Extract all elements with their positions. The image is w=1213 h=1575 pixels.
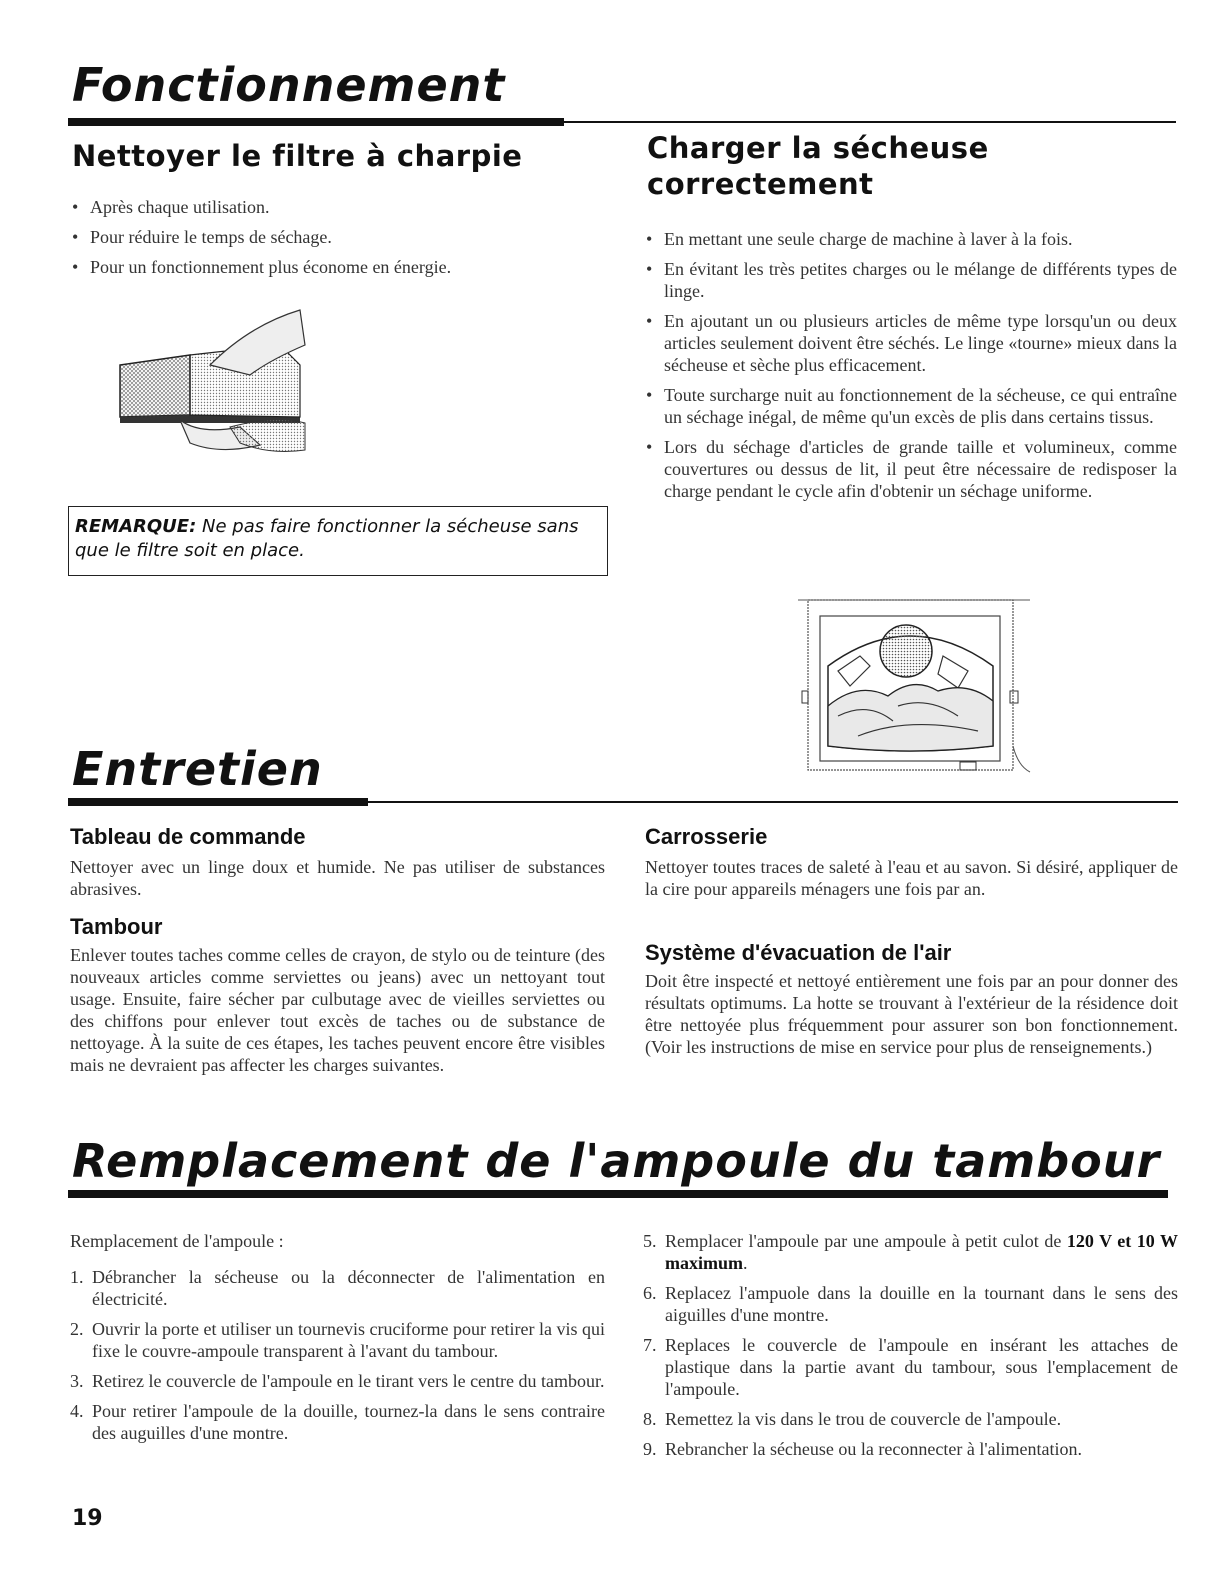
step-text: Replaces le couvercle de l'ampoule en insérant les attaches de plastique dans la partie avant du tambour, sous l'emplacement de l'ampoule. [665, 1335, 1178, 1399]
step-text: Ouvrir la porte et utiliser un tournevis cruciforme pour retirer la vis qui fixe le couvre-ampoule transparent à l'avant du tambour. [92, 1319, 605, 1361]
step-number: 8. [643, 1409, 657, 1429]
section-title-entretien: Entretien [72, 742, 323, 796]
note-box [68, 506, 608, 576]
step-text-strong: 120 V et 10 W maximum [665, 1231, 1178, 1273]
section-title-fonctionnement: Fonctionnement [72, 58, 506, 112]
bulb-step [643, 1230, 1178, 1274]
step-number: 2. [70, 1319, 84, 1339]
section-rule-thick [68, 1190, 1168, 1198]
step-text: Retirez le couvercle de l'ampoule en le tirant vers le centre du tambour. [92, 1371, 605, 1391]
loading-bullet-list [642, 228, 1177, 510]
dryer-load-illustration [798, 596, 1038, 776]
loading-heading: Charger la sécheuse correctement [647, 131, 989, 201]
step-number: 5. [643, 1231, 657, 1251]
step-text: Pour retirer l'ampoule de la douille, tournez-la dans le sens contraire des auguilles d'une montre. [92, 1401, 605, 1443]
section-rule-thick [68, 118, 564, 126]
section-rule-thick [68, 798, 368, 806]
loading-bullet: • En ajoutant un ou plusieurs articles de même type lorsqu'un ou deux articles seulement doivent être séchés. Le linge «tourne» mieux dans la sécheuse et sèche plus efficacement. [642, 310, 1177, 376]
note-text: Ne pas faire fonctionner la sécheuse sans que le filtre soit en place. [75, 516, 579, 561]
step-number: 9. [643, 1439, 657, 1459]
step-number: 3. [70, 1371, 84, 1391]
bulb-step [643, 1408, 1178, 1430]
bulb-step [643, 1438, 1178, 1460]
panel-text: Nettoyer avec un linge doux et humide. Ne pas utiliser de substances abrasives. [70, 857, 605, 899]
page-number: 19 [72, 1506, 103, 1531]
bulb-step [70, 1318, 605, 1362]
bulb-step [70, 1266, 605, 1310]
bulb-step [70, 1370, 605, 1392]
bulb-steps-right [643, 1230, 1178, 1468]
drum-text: Enlever toutes taches comme celles de crayon, de stylo ou de teinture (des nouveaux articles comme serviettes ou jeans) avec un nettoyant tout usage. Ensuite, faire sécher par culbutage avec de vieilles serviettes ou des chiffons pour enlever tout excès de taches ou de substance de nettoyage. À la suite de ces étapes, les taches peuvent encore être visibles mais ne devraient pas affecter les charges suivantes. [70, 945, 605, 1075]
step-text: Débrancher la sécheuse ou la déconnecter de l'alimentation en électricité. [92, 1267, 605, 1309]
bulb-step [70, 1400, 605, 1444]
loading-bullet: • Toute surcharge nuit au fonctionnement de la sécheuse, ce qui entraîne un séchage inégal, de même qu'un excès de plis dans certains tissus. [642, 384, 1177, 428]
exhaust-text: Doit être inspecté et nettoyé entièrement une fois par an pour donner des résultats optimums. La hotte se trouvant à l'extérieur de la résidence doit être nettoyée plus fréquemment pour assurer son bon fonctionnement. (Voir les instructions de mise en service pour plus de renseignements.) [645, 971, 1178, 1057]
loading-bullet: • En mettant une seule charge de machine à laver à la fois. [642, 228, 1177, 250]
step-number: 7. [643, 1335, 657, 1355]
step-text: Replacez l'ampuole dans la douille en la tournant dans le sens des aiguilles d'une montre. [665, 1283, 1178, 1325]
section-rule-thin [368, 801, 1178, 803]
lint-bullet: • Après chaque utilisation. [68, 196, 608, 218]
lint-filter-heading: Nettoyer le filtre à charpie [72, 139, 523, 173]
step-text-end: . [743, 1253, 748, 1273]
step-text: Remplacer l'ampoule par une ampoule à petit culot de [665, 1231, 1067, 1251]
section-title-remplacement: Remplacement de l'ampoule du tambour [72, 1134, 1161, 1188]
bulb-intro: Remplacement de l'ampoule : [70, 1231, 284, 1251]
section-rule-thin [564, 121, 1176, 123]
bulb-steps-left [70, 1266, 605, 1452]
exhaust-heading: Système d'évacuation de l'air [645, 940, 952, 965]
cabinet-heading: Carrosserie [645, 824, 768, 849]
cabinet-text: Nettoyer toutes traces de saleté à l'eau et au savon. Si désiré, appliquer de la cire pour appareils ménagers une fois par an. [645, 857, 1178, 899]
lint-bullet: • Pour réduire le temps de séchage. [68, 226, 608, 248]
drum-heading: Tambour [70, 914, 163, 939]
lint-filter-illustration [110, 305, 310, 455]
lint-bullet: • Pour un fonctionnement plus économe en énergie. [68, 256, 608, 278]
bulb-step [643, 1334, 1178, 1400]
step-number: 6. [643, 1283, 657, 1303]
step-text: Remettez la vis dans le trou de couvercle de l'ampoule. [665, 1409, 1062, 1429]
panel-heading: Tableau de commande [70, 824, 306, 849]
bulb-step [643, 1282, 1178, 1326]
loading-bullet: • En évitant les très petites charges ou le mélange de différents types de linge. [642, 258, 1177, 302]
step-number: 1. [70, 1267, 84, 1287]
loading-bullet: • Lors du séchage d'articles de grande taille et volumineux, comme couvertures ou dessus de lit, il peut être nécessaire de redisposer la charge pendant le cycle afin d'obtenir un séchage uniforme. [642, 436, 1177, 502]
step-text: Rebrancher la sécheuse ou la reconnecter à l'alimentation. [665, 1439, 1083, 1459]
lint-bullet-list [68, 196, 608, 286]
step-number: 4. [70, 1401, 84, 1421]
note-label: REMARQUE: [75, 516, 197, 537]
